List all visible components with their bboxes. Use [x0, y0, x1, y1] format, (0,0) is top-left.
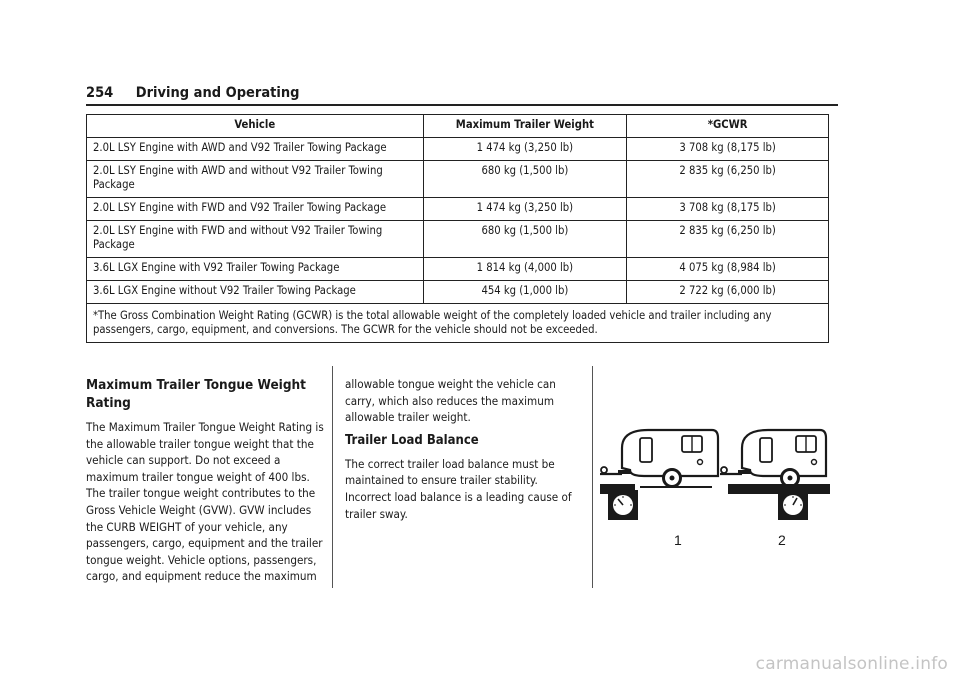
cell-vehicle: 2.0L LSY Engine with AWD and without V92 Trailer Towing Package [87, 161, 424, 198]
table-footnote-row [87, 304, 829, 343]
section-title: Driving and Operating [135, 85, 300, 101]
tongue-weight-paragraph: The Maximum Trailer Tongue Weight Rating is the allowable trailer tongue weight that the vehicle can support. Do not exceed a maximum trailer tongue weight of 400 lbs. The trailer tongue weight contributes to the Gross Vehicle Weight (GVW). GVW includes the CURB WEIGHT of your vehicle, any passengers, cargo, equipment and the trailer tongue weight. Vehicle options, passengers, cargo, and equipment reduce the maximum [86, 420, 324, 584]
table-row [87, 198, 829, 221]
table-header-row [87, 115, 829, 138]
watermark: carmanualsonline.info [755, 654, 948, 674]
load-balance-paragraph: The correct trailer load balance must be maintained to ensure trailer stability. Incorrect load balance is a leading cause of trailer sway. [345, 456, 572, 521]
col-header-max-trailer-weight: Maximum Trailer Weight [423, 115, 627, 138]
trailer-weight-table [86, 114, 829, 343]
cell-vehicle: 2.0L LSY Engine with FWD and V92 Trailer Towing Package [87, 198, 424, 221]
cell-gcwr: 3 708 kg (8,175 lb) [627, 138, 829, 161]
cell-vehicle: 3.6L LGX Engine with V92 Trailer Towing Package [87, 258, 424, 281]
tongue-weight-heading: Maximum Trailer Tongue Weight Rating [86, 377, 306, 411]
page-number: 254 [86, 85, 114, 101]
cell-max-trailer-weight: 1 814 kg (4,000 lb) [423, 258, 627, 281]
scale-gauge-icon [608, 490, 638, 520]
col-header-gcwr: *GCWR [627, 115, 829, 138]
text-column-left [86, 376, 326, 585]
cell-gcwr: 4 075 kg (8,984 lb) [627, 258, 829, 281]
cell-gcwr: 2 722 kg (6,000 lb) [627, 281, 829, 304]
figure-label-1: 1 [674, 532, 682, 548]
load-balance-heading: Trailer Load Balance [345, 432, 479, 448]
cell-vehicle: 3.6L LGX Engine without V92 Trailer Towing Package [87, 281, 424, 304]
table-row [87, 221, 829, 258]
cell-max-trailer-weight: 1 474 kg (3,250 lb) [423, 138, 627, 161]
cell-max-trailer-weight: 680 kg (1,500 lb) [423, 221, 627, 258]
scale-gauge-icon [778, 490, 808, 520]
cell-gcwr: 2 835 kg (6,250 lb) [627, 161, 829, 198]
figure-label-2: 2 [778, 532, 786, 548]
cell-max-trailer-weight: 454 kg (1,000 lb) [423, 281, 627, 304]
trailer-balance-illustration [600, 418, 840, 558]
cell-max-trailer-weight: 680 kg (1,500 lb) [423, 161, 627, 198]
text-column-middle [345, 376, 581, 522]
table-row [87, 161, 829, 198]
column-divider [592, 366, 593, 588]
table-row [87, 138, 829, 161]
table-row [87, 258, 829, 281]
col-header-vehicle: Vehicle [87, 115, 424, 138]
cell-gcwr: 2 835 kg (6,250 lb) [627, 221, 829, 258]
column-divider [332, 366, 333, 588]
gcwr-footnote: *The Gross Combination Weight Rating (GCWR) is the total allowable weight of the completely loaded vehicle and trailer including any passengers, cargo, equipment, and conversions. The GCWR for the vehicle should not be exceeded. [87, 304, 829, 343]
tongue-weight-paragraph-continued: allowable tongue weight the vehicle can carry, which also reduces the maximum allowable trailer weight. [345, 377, 556, 425]
cell-vehicle: 2.0L LSY Engine with AWD and V92 Trailer Towing Package [87, 138, 424, 161]
trailer-scale-diagram [600, 418, 840, 558]
table-row [87, 281, 829, 304]
cell-max-trailer-weight: 1 474 kg (3,250 lb) [423, 198, 627, 221]
cell-vehicle: 2.0L LSY Engine with FWD and without V92 Trailer Towing Package [87, 221, 424, 258]
trailer-icon [720, 430, 826, 487]
cell-gcwr: 3 708 kg (8,175 lb) [627, 198, 829, 221]
page-header [86, 84, 838, 106]
trailer-icon [600, 430, 718, 487]
